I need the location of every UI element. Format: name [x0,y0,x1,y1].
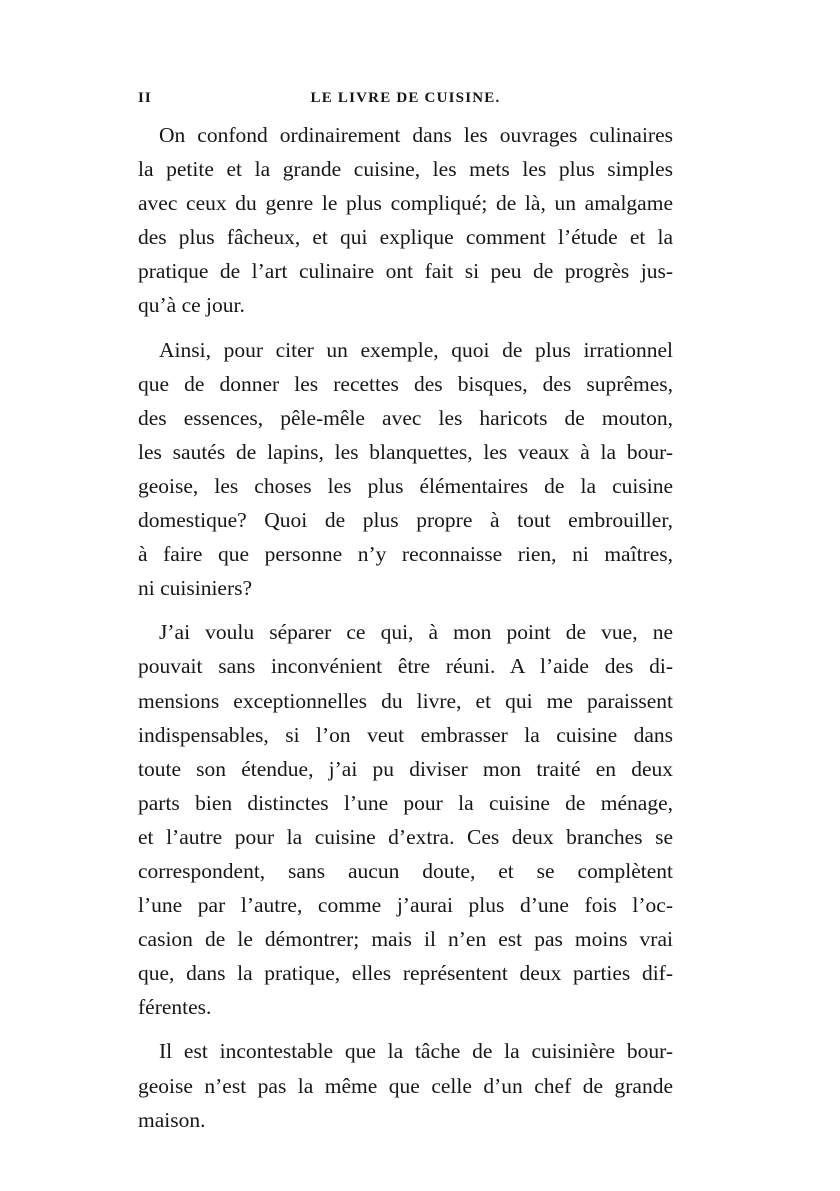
text-line: la petite et la grande cuisine, les mets les plus simples [138,157,673,182]
text-line: férentes. [138,995,212,1020]
text-line: qu’à ce jour. [138,293,245,318]
text-line: parts bien distinctes l’une pour la cuisine de ménage, [138,790,673,815]
text-line: J’ai voulu séparer ce qui, à mon point de vue, ne [159,620,673,645]
text-line: pratique de l’art culinaire ont fait si peu de progrès jus- [138,259,673,284]
text-line: que, dans la pratique, elles représentent deux parties dif- [138,961,673,986]
text-line: maison. [138,1107,206,1132]
text-line: avec ceux du genre le plus compliqué; de là, un amalgame [138,191,673,216]
text-line: et l’autre pour la cuisine d’extra. Ces deux branches se [138,824,673,849]
text-line: geoise n’est pas la même que celle d’un chef de grande [138,1073,673,1098]
text-line: indispensables, si l’on veut embrasser la cuisine dans [138,722,673,747]
text-line: que de donner les recettes des bisques, des suprêmes, [138,371,673,396]
text-line: toute son étendue, j’ai pu diviser mon traité en deux [138,756,673,781]
text-line: correspondent, sans aucun doute, et se complètent [138,858,673,883]
text-line: à faire que personne n’y reconnaisse rien, ni maîtres, [138,542,673,567]
paragraph [138,333,673,606]
body-text [138,118,673,1147]
text-line: casion de le démontrer; mais il n’en est pas moins vrai [138,927,673,952]
text-line: domestique? Quoi de plus propre à tout embrouiller, [138,508,673,533]
running-head [138,90,673,112]
book-title: LE LIVRE DE CUISINE. [310,90,501,106]
paragraph [138,118,673,323]
paragraph [138,1034,673,1136]
text-line: mensions exceptionnelles du livre, et qui me paraissent [138,688,673,713]
text-line: geoise, les choses les plus élémentaires de la cuisine [138,473,673,498]
text-line: Ainsi, pour citer un exemple, quoi de plus irrationnel [159,337,673,362]
text-line: pouvait sans inconvénient être réuni. A l’aide des di- [138,654,673,679]
text-line: des plus fâcheux, et qui explique comment l’étude et la [138,225,673,250]
text-line: l’une par l’autre, comme j’aurai plus d’une fois l’oc- [138,893,673,918]
text-line: des essences, pêle-mêle avec les haricots de mouton, [138,405,673,430]
text-line: On confond ordinairement dans les ouvrages culinaires [159,123,673,147]
text-line: ni cuisiniers? [138,576,253,601]
text-line: Il est incontestable que la tâche de la cuisinière bour- [159,1039,673,1064]
paragraph [138,615,673,1024]
page-number: II [138,90,152,106]
text-line: les sautés de lapins, les blanquettes, les veaux à la bour- [138,439,673,464]
